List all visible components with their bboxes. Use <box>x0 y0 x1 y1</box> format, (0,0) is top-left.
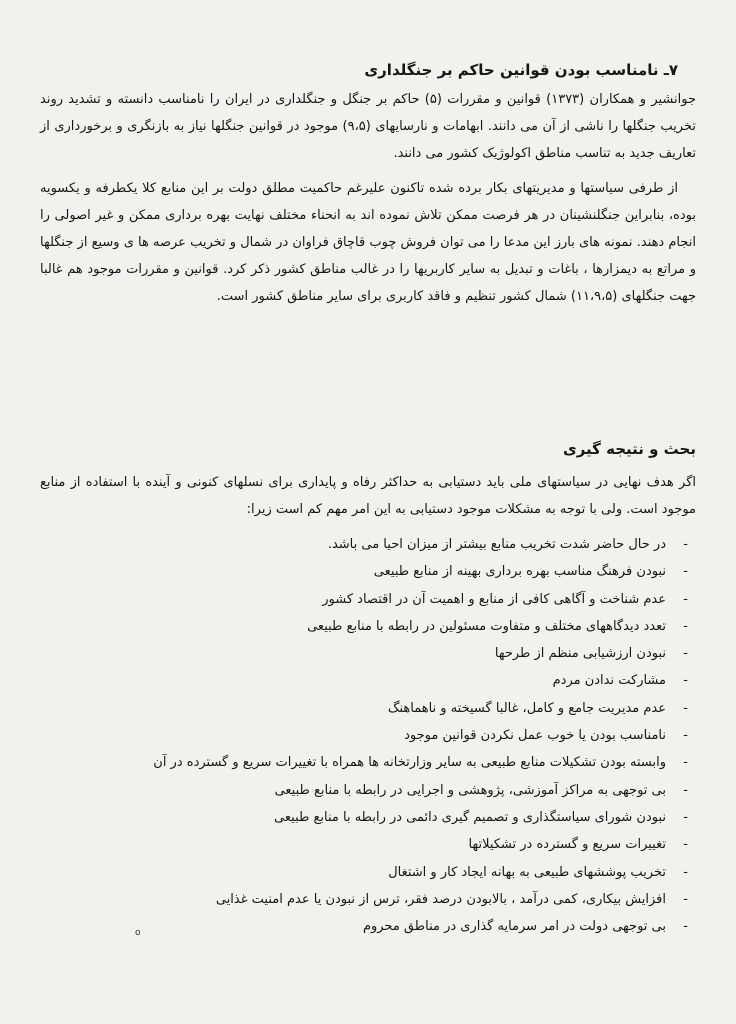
list-item: - نبودن شورای سیاستگذاری و تصمیم گیری دائمی در رابطه با منابع طبیعی <box>40 804 696 831</box>
problems-list <box>40 531 696 940</box>
footnote-mark: o <box>135 928 141 938</box>
list-item: - عدم مدیریت جامع و کامل، غالبا گسیخته و ناهماهنگ <box>40 695 696 722</box>
dash-bullet-icon: - <box>683 591 688 607</box>
paragraph-forestry-laws: جوانشیر و همکاران (۱۳۷۳) قوانین و مقررات (۵) حاکم بر جنگل و جنگلداری در ایران را نامناسب دانسته و تشدید روند تخریب جنگلها را ناشی از آن می دانند. ابهامات و نارسایهای (۹،۵) موجود در قوانین جنگلها نیاز به بازنگری و برخورداری از تعاریف جدید به تناسب مناطق اکولوژیک کشور می دانند. <box>40 92 696 161</box>
discussion-section <box>40 437 696 940</box>
list-item: - مشارکت ندادن مردم <box>40 667 696 694</box>
dash-bullet-icon: - <box>683 564 688 580</box>
list-item: - افزایش بیکاری، کمی درآمد ، بالابودن درصد فقر، ترس از نبودن یا عدم امنیت غذایی <box>40 886 696 913</box>
list-item: - عدم شناخت و آگاهی کافی از منابع و اهمیت آن در اقتصاد کشور <box>40 586 696 613</box>
list-item: - نامناسب بودن یا خوب عمل نکردن قوانین موجود <box>40 722 696 749</box>
dash-bullet-icon: - <box>683 728 688 744</box>
section-heading-discussion: بحث و نتیجه گیری <box>562 440 696 458</box>
dash-bullet-icon: - <box>683 700 688 716</box>
dash-bullet-icon: - <box>683 891 688 907</box>
dash-bullet-icon: - <box>683 782 688 798</box>
list-item: - تخریب پوششهای طبیعی به بهانه ایجاد کار و اشتغال <box>40 859 696 886</box>
list-item: - تعدد دیدگاههای مختلف و متفاوت مسئولین در رابطه با منابع طبیعی <box>40 613 696 640</box>
list-item: - نبودن ارزشیابی منظم از طرحها <box>40 640 696 667</box>
list-item: - بی توجهی دولت در امر سرمایه گذاری در مناطق محروم <box>40 913 696 940</box>
dash-bullet-icon: - <box>683 618 688 634</box>
dash-bullet-icon: - <box>683 864 688 880</box>
list-item: - تغییرات سریع و گسترده در تشکیلاتها <box>40 831 696 858</box>
list-item: - بی توجهی به مراکز آموزشی، پژوهشی و اجرایی در رابطه با منابع طبیعی <box>40 777 696 804</box>
section-heading-forestry-laws: ۷ـ نامناسب بودن قوانین حاکم بر جنگلداری <box>364 61 678 79</box>
dash-bullet-icon: - <box>683 837 688 853</box>
list-item: - نبودن فرهنگ مناسب بهره برداری بهینه از منابع طبیعی <box>40 558 696 585</box>
dash-bullet-icon: - <box>683 673 688 689</box>
paragraph-government-policies: از طرفی سیاستها و مدیریتهای بکار برده شده تاکنون علیرغم حاکمیت مطلق دولت بر این منابع کلا یکطرفه و یکسویه بوده، بنابراین جنگلنشینان در هر فرصت ممکن تلاش نموده اند به انحناء مختلف نهایت بهره برداری ممکن و غیر اصولی را انجام دهند. نمونه های بارز این مدعا را می توان فروش چوب قاچاق فراوان در شمال و تخریب عرصه ها ی وسیع از جنگلها و مراتع به دیمزارها ، باغات و تبدیل به سایر کاربریها را در غالب مناطق کشور ذکر کرد. قوانین و مقررات موجود هم غالبا جهت جنگلهای (۱۱،۹،۵) شمال کشور تنظیم و فاقد کاربری برای سایر مناطق کشور است. <box>40 181 696 304</box>
dash-bullet-icon: - <box>683 646 688 662</box>
list-item: - وابسته بودن تشکیلات منابع طبیعی به سایر وزارتخانه ها همراه با تغییرات سریع و گسترده در آن <box>40 749 696 776</box>
dash-bullet-icon: - <box>683 809 688 825</box>
dash-bullet-icon: - <box>683 537 688 552</box>
dash-bullet-icon: - <box>683 919 688 935</box>
list-item: - در حال حاضر شدت تخریب منابع بیشتر از میزان احیا می باشد. <box>40 531 696 558</box>
discussion-intro: اگر هدف نهایی در سیاستهای ملی باید دستیابی به حداکثر رفاه و پایداری برای نسلهای کنونی و آینده با استفاده از منابع موجود است. ولی با توجه به مشکلات موجود دستیابی به این امر مهم کم است زیرا: <box>40 475 696 517</box>
dash-bullet-icon: - <box>683 755 688 771</box>
